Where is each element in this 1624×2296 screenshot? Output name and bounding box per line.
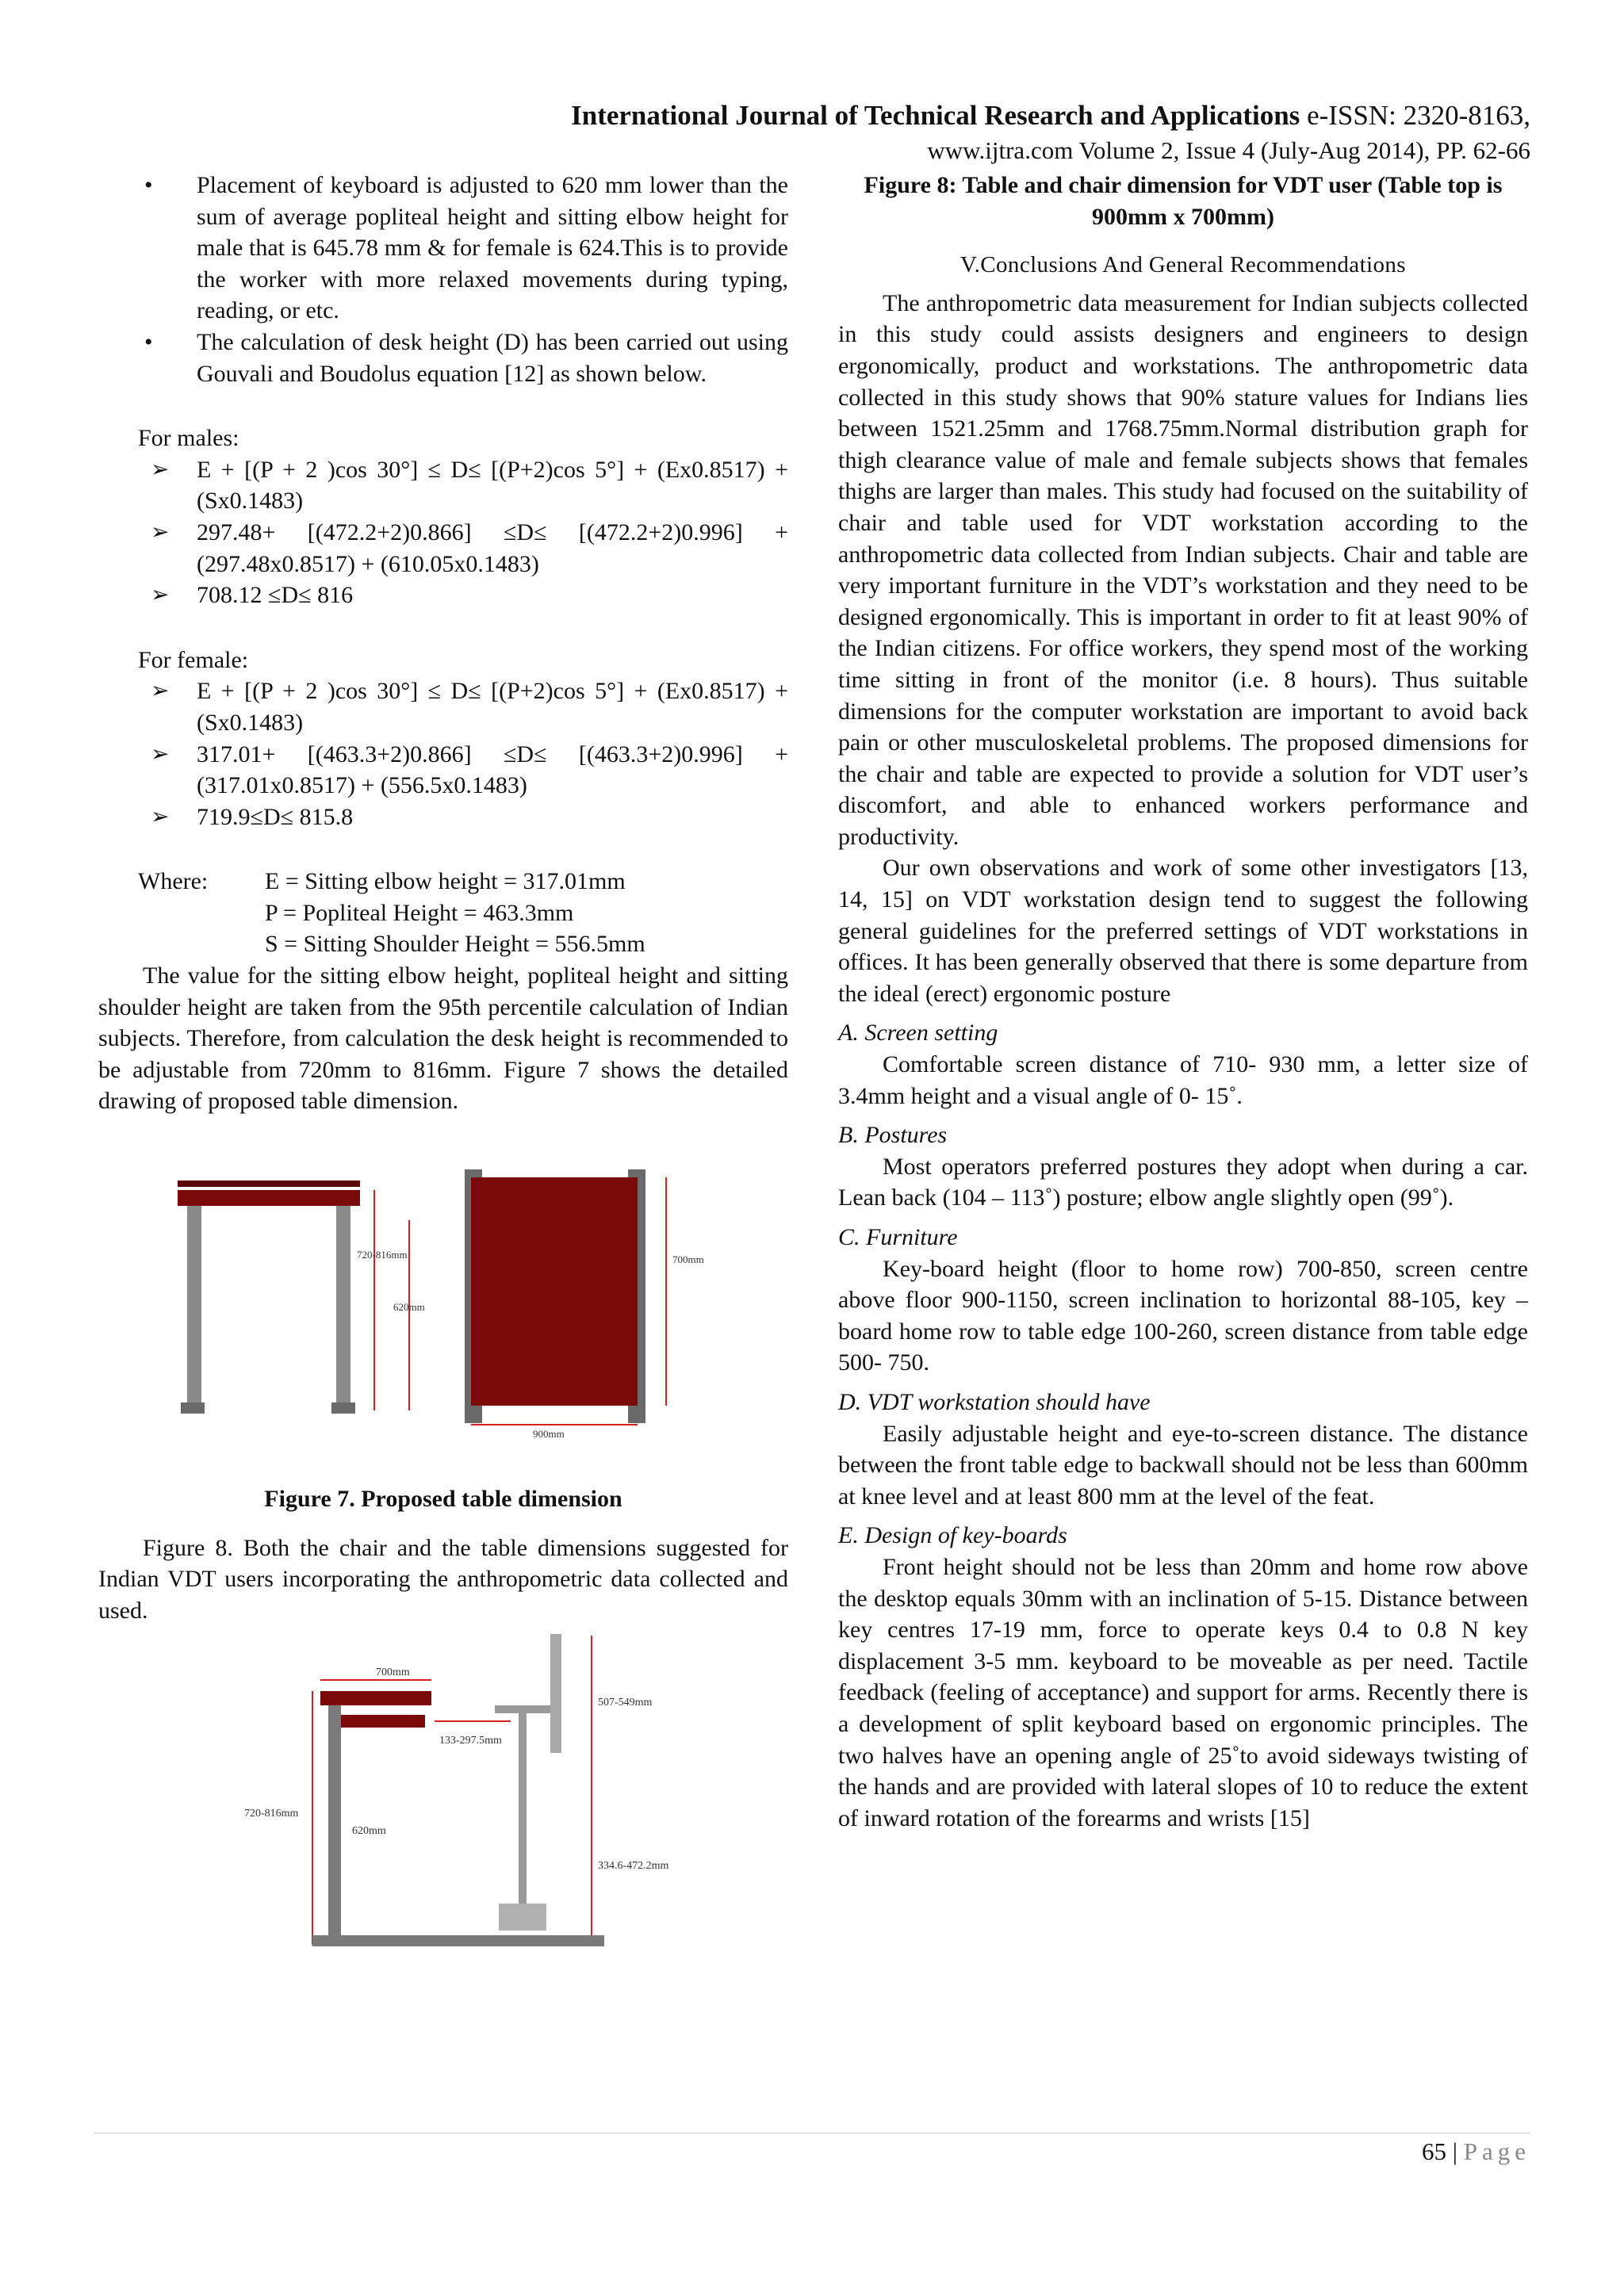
label-top: 700mm — [376, 1667, 410, 1679]
equation-text: 719.9≤D≤ 815.8 — [197, 803, 354, 830]
where-definition: E = Sitting elbow height = 317.01mm — [265, 868, 626, 895]
equation-item — [98, 454, 788, 517]
equation-item — [98, 802, 788, 833]
label-width: 900mm — [533, 1428, 565, 1441]
subsection-title: E. Design of key-boards — [838, 1522, 1067, 1549]
where-definition: P = Popliteal Height = 463.3mm — [265, 899, 574, 926]
equation-item — [98, 517, 788, 580]
section-conclusions-heading: V.Conclusions And General Recommendations — [960, 252, 1406, 278]
subsection-title: A. Screen setting — [838, 1020, 998, 1047]
subsection-body: Comfortable screen distance of 710- 930 mm, a letter size of 3.4mm height and a visual angle of 0- 15˚. — [838, 1051, 1528, 1109]
paragraph-guidelines: Our own observations and work of some other investigators [13, 14, 15] on VDT workstation design tend to suggest the following general guidelines for the preferred settings of VDT workstations in offices. It has been generally observed that there is some departure from the ideal (erect) ergonomic posture — [838, 855, 1528, 1007]
chair-column — [519, 1713, 527, 1904]
paragraph-desk-height: The value for the sitting elbow height, popliteal height and sitting shoulder height are taken from the 95th percentile calculation of Indian subjects. Therefore, from calculation the desk height is recommended to be adjustable from 720mm to 816mm. Figure 7 shows the detailed drawing of proposed table dimension. — [98, 962, 788, 1115]
journal-title — [341, 98, 1530, 133]
label-height: 720-816mm — [357, 1249, 408, 1261]
left-column — [98, 170, 788, 1975]
subsection-body: Key-board height (floor to home row) 700-850, screen centre above floor 900-1150, screen inclination to horizontal 88-105, key – board home row to table edge 100-260, screen distance from table edge 500- 750. — [838, 1255, 1528, 1376]
bullet-icon: • — [144, 328, 153, 355]
subsection-title: D. VDT workstation should have — [838, 1388, 1151, 1415]
bullet-text: The calculation of desk height (D) has been carried out using Gouvali and Boudolus equation [12] as shown below. — [197, 328, 788, 387]
equation-item — [98, 739, 788, 802]
journal-name: International Journal of Technical Research and Applications — [571, 100, 1300, 131]
where-row — [98, 928, 788, 960]
page-number — [1422, 2136, 1530, 2168]
left-foot — [181, 1402, 205, 1414]
bullet-icon: • — [144, 172, 153, 198]
paragraph-conclusions: The anthropometric data measurement for Indian subjects collected in this study could assists designers and engineers to design ergonomically, product and workstations. The anthropometric data collected in this study shows that 90% stature values for Indians lies between 1521.25mm and 1768.75mm.Normal distribution graph for thigh clearance value of male and female subjects shows that females thighs are larger than males. This study had focused on the suitability of chair and table used for VDT workstation according to the anthropometric data collected from Indian subjects. Chair and table are very important furniture in the VDT’s workstation and they need to be designed ergonomically. This is important in order to fit at least 90% of the Indian citizens. For office workers, they spend most of the working time sitting in front of the monitor (i.e. 8 hours). Thus suitable dimensions for the computer workstation are important to avoid back pain or other musculoskeletal problems. The proposed dimensions for the chair and table are expected to provide a solution for VDT user’s discomfort, and able to enhanced workers performance and productivity. — [838, 289, 1528, 850]
arrowhead-bullet-icon: ➢ — [151, 741, 170, 767]
page-label: Page — [1463, 2137, 1530, 2165]
female-label: For female: — [138, 646, 249, 673]
equation-text: E + [(P + 2 )cos 30°] ≤ D≤ [(P+2)cos 5°] + (Ex0.8517) + (Sx0.1483) — [197, 678, 788, 736]
table-top-edge — [178, 1190, 360, 1206]
arrowhead-bullet-icon: ➢ — [151, 583, 170, 608]
chair-base — [499, 1904, 546, 1931]
table-top — [178, 1181, 360, 1187]
chair-side-view — [435, 1634, 669, 1945]
figure-7-caption: Figure 7. Proposed table dimension — [264, 1486, 622, 1513]
page-separator: | — [1446, 2137, 1464, 2165]
female-equations — [98, 675, 788, 832]
table-top-view — [471, 1177, 638, 1406]
males-equations — [98, 454, 788, 611]
bullet-text: Placement of keyboard is adjusted to 620 mm lower than the sum of average popliteal height and sitting elbow height for male that is 645.78 mm & for female is 624.This is to provide the worker with more relaxed movements during typing, reading, or etc. — [197, 172, 788, 324]
subsection-body: Easily adjustable height and eye-to-screen distance. The distance between the front table edge to backwall should not be less than 600mm at knee level and at least 800 mm at the level of the feat. — [838, 1420, 1528, 1510]
paragraph-figure-8: Figure 8. Both the chair and the table dimensions suggested for Indian VDT users incorporating the anthropometric data collected and used. — [98, 1534, 788, 1624]
arrowhead-bullet-icon: ➢ — [151, 679, 170, 704]
journal-issn: e-ISSN: 2320-8163, — [1307, 100, 1530, 131]
right-leg — [336, 1206, 350, 1406]
bullet-item — [98, 170, 788, 327]
figure-7-table-drawing — [98, 1117, 788, 1483]
page-number-value: 65 — [1422, 2137, 1447, 2165]
subsection-title: B. Postures — [838, 1122, 948, 1149]
label-depth: 700mm — [672, 1253, 704, 1266]
top-view — [465, 1169, 704, 1440]
table-leg — [328, 1705, 341, 1935]
arrowhead-bullet-icon: ➢ — [151, 457, 170, 482]
label-gap: 133-297.5mm — [439, 1735, 502, 1747]
chair-seat — [495, 1705, 550, 1713]
keyboard-tray — [330, 1715, 425, 1728]
subsection-body: Front height should not be less than 20mm and home row above the desktop equals 30mm with an inclination of 5-15. Distance between key centres 17-19 mm, force to operate keys 0.4 to 0.8 N key displacement 3-5 mm. keyboard to be moveable as per need. Tactile feedback (feeling of acceptance) and support for arms. Recently there is a development of split keyboard based on ergonomic principles. The two halves have an opening angle of 25˚to avoid sideways twisting of the hands and are provided with lateral slopes of 10 to reduce the extent of inward rotation of the forearms and wrists [15] — [838, 1553, 1528, 1831]
equation-item — [98, 675, 788, 738]
bullet-item — [98, 327, 788, 389]
floor — [312, 1935, 604, 1946]
table-top — [320, 1691, 431, 1705]
chair-backrest — [550, 1634, 561, 1753]
right-column — [838, 170, 1528, 1834]
figure-8-caption: Figure 8: Table and chair dimension for VDT user (Table top is 900mm x 700mm) — [864, 172, 1503, 230]
males-label: For males: — [138, 425, 239, 452]
bullet-list — [98, 170, 788, 389]
subsection-title: C. Furniture — [838, 1224, 958, 1250]
journal-volume-line: www.ijtra.com Volume 2, Issue 4 (July-Aug 2014), PP. 62-66 — [927, 136, 1530, 164]
figure-8-workstation-drawing — [98, 1626, 788, 1975]
equation-text: 297.48+ [(472.2+2)0.866] ≤D≤ [(472.2+2)0.996] + (297.48x0.8517) + (610.05x0.1483) — [197, 519, 788, 577]
arrowhead-bullet-icon: ➢ — [151, 804, 170, 829]
where-row — [98, 866, 788, 897]
left-leg — [187, 1206, 201, 1406]
side-view — [178, 1181, 425, 1414]
subsection-body: Most operators preferred postures they adopt when during a car. Lean back (104 – 113˚) posture; elbow angle slightly open (99˚). — [838, 1153, 1528, 1211]
equation-text: 708.12 ≤D≤ 816 — [197, 582, 354, 609]
label-seat: 334.6-472.2mm — [598, 1860, 669, 1873]
equation-item — [98, 580, 788, 611]
equation-text: 317.01+ [(463.3+2)0.866] ≤D≤ [(463.3+2)0.996] + (317.01x0.8517) + (556.5x0.1483) — [197, 740, 788, 799]
label-keyboard: 620mm — [393, 1301, 425, 1314]
arrowhead-bullet-icon: ➢ — [151, 519, 170, 545]
where-label: Where: — [138, 868, 209, 895]
label-keyboard: 620mm — [352, 1825, 386, 1838]
table-side-view — [244, 1667, 431, 1945]
label-back: 507-549mm — [598, 1697, 653, 1709]
label-height: 720-816mm — [244, 1808, 299, 1820]
where-definition: S = Sitting Shoulder Height = 556.5mm — [265, 931, 645, 958]
equation-text: E + [(P + 2 )cos 30°] ≤ D≤ [(P+2)cos 5°] + (Ex0.8517) + (Sx0.1483) — [197, 456, 788, 515]
right-foot — [331, 1402, 355, 1414]
where-row — [98, 897, 788, 929]
